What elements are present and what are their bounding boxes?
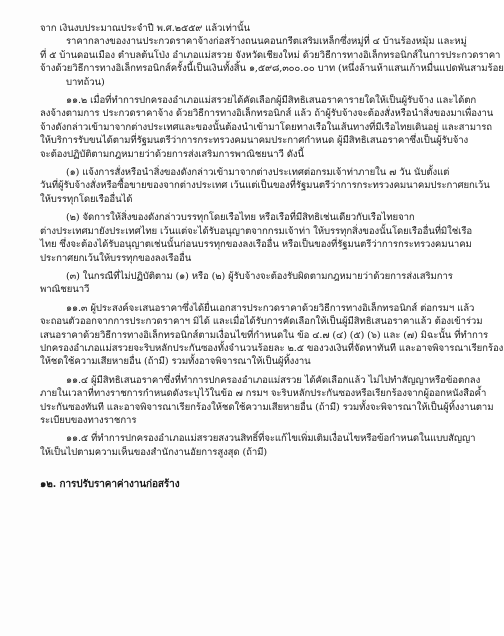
- paragraph-11-2-2: [40, 211, 473, 265]
- document-body: [40, 22, 504, 464]
- paragraph-median-price: [40, 35, 504, 89]
- text-line: ที่ ๕ บ้านดอนเมือง ตำบลต้นโป่ง อำเภอแม่สรวย จังหวัดเชียงใหม่ ด้วยวิธีการทางอิเล็กทรอนิกส์ในการประกวดราคา: [40, 49, 501, 61]
- paragraph-11-5: [40, 432, 476, 459]
- text-line: ๑๑.๒ เมื่อที่ทำการปกครองอำเภอแม่สรวยได้คัดเลือกผู้มีสิทธิเสนอราคารายใดให้เป็นผู้รับจ้าง และได้ตก: [66, 95, 477, 107]
- paragraph-11-3: [40, 302, 504, 369]
- text-line: ปกครองอำเภอแม่สรวยจะริบหลักประกันซองทั้งจำนวนร้อยละ ๒.๕ ของวงเงินที่จัดหาทันที และอาจพิจารณาเรียกร้อง: [40, 342, 504, 354]
- text-line: ให้ชดใช้ความเสียหายอื่น (ถ้ามี) รวมทั้งอาจพิจารณาให้เป็นผู้ทิ้งงาน: [40, 356, 311, 368]
- text-line: ให้บริการรับขนได้ตามที่รัฐมนตรีว่าการกระทรวงคมนาคมประกาศกำหนด ผู้มีสิทธิเสนอราคาซึ่งเป็นผู้รับจ้าง: [40, 135, 469, 147]
- text-line: ราคากลางของงานประกวดราคาจ้างก่อสร้างถนนคอนกรีตเสริมเหล็กซึ่งหมู่ที่ ๔ บ้านร้องหมุ้ม และหมู่: [66, 36, 467, 48]
- text-line: จะต้องปฏิบัติตามกฎหมายว่าด้วยการส่งเสริมการพาณิชยนาวี ดังนี้: [40, 148, 304, 160]
- text-line: จ้างดังกล่าวเข้ามาจากต่างประเทศและของนั้นต้องนำเข้ามาโดยทางเรือในเส้นทางที่มีเรือไทยเดินอยู่ และสามารถ: [40, 121, 492, 133]
- text-line: จะถอนตัวออกจากการประกวดราคาฯ มิได้ และเมื่อได้รับการคัดเลือกให้เป็นผู้มีสิทธิเสนอราคาแล้ว ต้องเข้าร่วม: [40, 316, 483, 328]
- text-line: ประกาศยกเว้นให้บรรทุกของลงเรืออื่น: [40, 252, 192, 264]
- text-line: จ้างด้วยวิธีการทางอิเล็กทรอนิกส์ครั้งนี้เป็นเงินทั้งสิ้น ๑,๕๙๘,๓๐๐.๐๐ บาท (หนึ่งล้านห้าแสนเก้าหมื่นแปดพันสามร้อย: [40, 63, 504, 75]
- paragraph-intro: [40, 22, 410, 35]
- paragraph-11-2: [40, 94, 494, 161]
- text-line: วันที่ผู้รับจ้างสั่งหรือซื้อขายของจากต่างประเทศ เว้นแต่เป็นของที่รัฐมนตรีว่าการกระทรวงคมนาคมประกาศยกเว้น: [40, 180, 490, 192]
- text-line: ประกันซองทันที และอาจพิจารณาเรียกร้องให้ชดใช้ความเสียหายอื่น (ถ้ามี) รวมทั้งจะพิจารณาให้เป็นผู้ทิ้งงานตาม: [40, 401, 494, 413]
- paragraph-11-4: [40, 374, 494, 428]
- text-line: ภายในเวลาที่ทางราชการกำหนดดังระบุไว้ในข้อ ๗ กรมฯ จะริบหลักประกันซองหรือเรียกร้องจากผู้ออกหนังสือค้ำ: [40, 388, 487, 400]
- text-line: ลงจ้างตามการ ประกวดราคาจ้าง ด้วยวิธีการทางอิเล็กทรอนิกส์ แล้ว ถ้าผู้รับจ้างจะต้องสั่งหรือนำสิ่งของมาเพื่องาน: [40, 108, 494, 120]
- text-line: ระเบียบของทางราชการ: [40, 414, 137, 426]
- text-line: ๑๑.๕ ที่ทำการปกครองอำเภอแม่สรวยสงวนสิทธิ์ที่จะแก้ไขเพิ่มเติมเงื่อนไขหรือข้อกำหนดในแบบสัญญา: [66, 433, 476, 445]
- text-line: ต่างประเทศมายังประเทศไทย เว้นแต่จะได้รับอนุญาตจากกรมเจ้าท่า ให้บรรทุกสิ่งของนั้นโดยเรืออื่นที่มิใช่เรือ: [40, 225, 473, 237]
- text-line: ให้เป็นไปตามความเห็นของสำนักงานอัยการสูงสุด (ถ้ามี): [40, 446, 268, 458]
- paragraph-gap: [40, 459, 410, 464]
- text-line: (๓) ในกรณีที่ไม่ปฏิบัติตาม (๑) หรือ (๒) ผู้รับจ้างจะต้องรับผิดตามกฎหมายว่าด้วยการส่งเสริมการ: [66, 270, 453, 282]
- text-line: จาก เงินงบประมาณประจำปี พ.ศ.๒๕๕๙ แล้วเท่านั้น: [40, 23, 250, 34]
- text-line: ๑๑.๓ ผู้ประสงค์จะเสนอราคาซึ่งได้ยื่นเอกสารประกวดราคาด้วยวิธีการทางอิเล็กทรอนิกส์ ต่อกรมฯ แล้ว: [66, 302, 475, 314]
- text-line: ไทย ซึ่งจะต้องได้รับอนุญาตเช่นนั้นก่อนบรรทุกของลงเรืออื่น หรือเป็นของที่รัฐมนตรีว่าการกระทรวงคมนาคม: [40, 239, 472, 251]
- text-line: (๑) แจ้งการสั่งหรือนำสิ่งของดังกล่าวเข้ามาจากต่างประเทศต่อกรมเจ้าท่าภายใน ๗ วัน นับตั้งแต่: [66, 167, 450, 179]
- text-line: เสนอราคาด้วยวิธีการทางอิเล็กทรอนิกส์ตามเงื่อนไขที่กำหนดใน ข้อ ๔.๗ (๔) (๕) (๖) และ (๗) มิฉะนั้น ที่ทำการ: [40, 329, 489, 341]
- text-line: (๒) จัดการให้สิ่งของดังกล่าวบรรทุกโดยเรือไทย หรือเรือที่มีสิทธิเช่นเดียวกับเรือไทยจาก: [66, 212, 415, 224]
- text-line: ๑๑.๔ ผู้มีสิทธิเสนอราคาซึ่งที่ทำการปกครองอำเภอแม่สรวย ได้คัดเลือกแล้ว ไม่ไปทำสัญญาหรือข้อตกลง: [66, 374, 481, 386]
- text-line: บาทถ้วน): [66, 76, 105, 88]
- section-heading-12: ๑๒. การปรับราคาค่างานก่อสร้าง: [40, 479, 180, 491]
- paragraph-11-2-1: [40, 166, 490, 206]
- paragraph-11-2-3: [40, 270, 453, 297]
- text-line: พาณิชยนาวี: [40, 284, 90, 296]
- text-line: ให้บรรทุกโดยเรืออื่นได้: [40, 193, 133, 205]
